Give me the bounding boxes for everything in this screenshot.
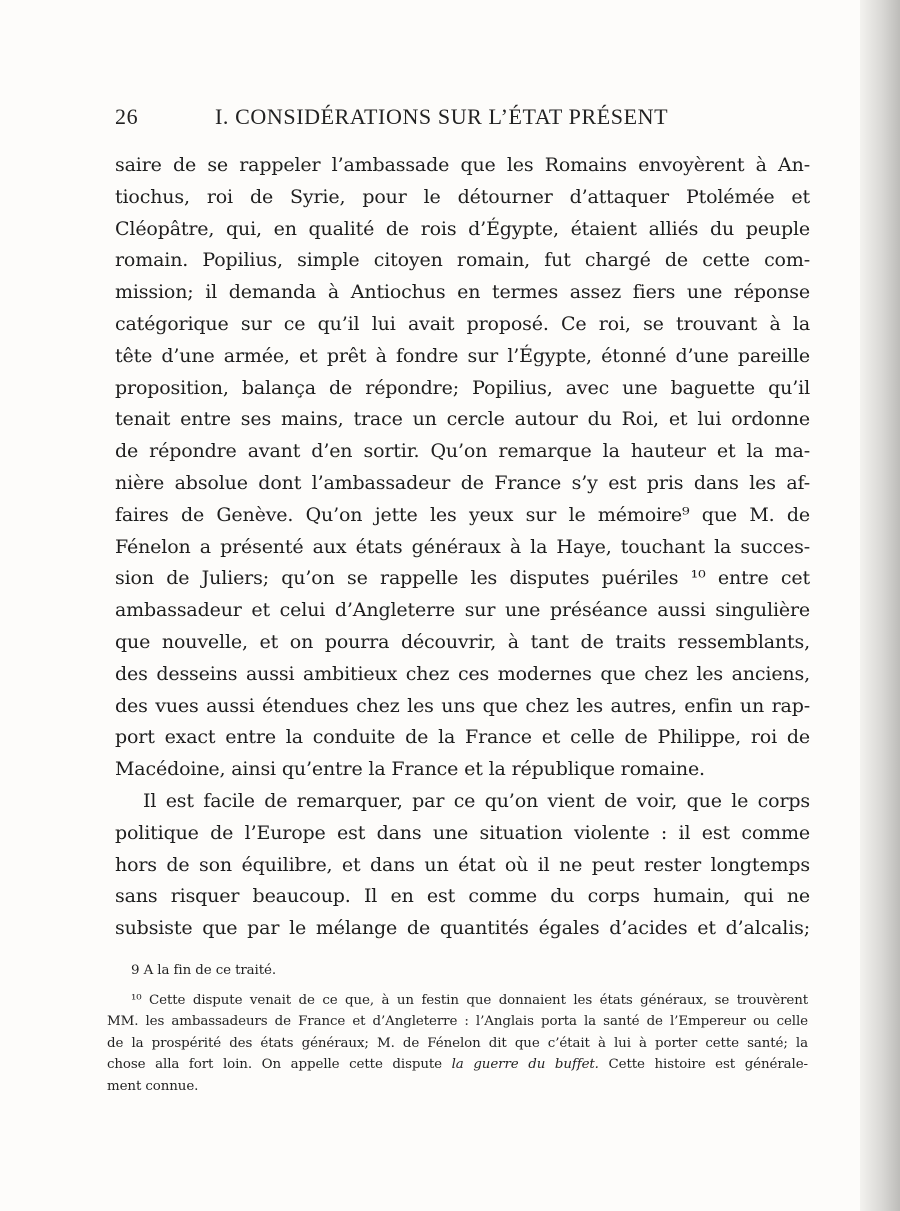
body-line: mission; il demanda à Antiochus en termes assez fiers une réponse [115, 281, 810, 304]
body-line: que nouvelle, et on pourra découvrir, à tant de traits ressemblants, [115, 630, 810, 653]
body-line: faires de Genève. Qu’on jette les yeux sur le mémoire⁹ que M. de [115, 503, 810, 526]
body-line: de répondre avant d’en sortir. Qu’on remarque la hauteur et la ma- [115, 440, 810, 463]
body-line: des vues aussi étendues chez les uns que chez les autres, enfin un rap- [115, 694, 810, 717]
body-line: tête d’une armée, et prêt à fondre sur l’Égypte, étonné d’une pareille [115, 344, 810, 367]
body-line: Fénelon a présenté aux états généraux à la Haye, touchant la succes- [115, 535, 810, 558]
page-number: 26 [115, 104, 139, 129]
body-line: tenait entre ses mains, trace un cercle autour du Roi, et lui ordonne [115, 408, 810, 431]
body-line: port exact entre la conduite de la France et celle de Philippe, roi de [115, 726, 810, 749]
page-edge-shadow [860, 0, 900, 1211]
footnote-10-italic: la guerre du buffet. [451, 1057, 599, 1072]
body-line: Macédoine, ainsi qu’entre la France et la république romaine. [115, 758, 705, 781]
footnotes [107, 960, 808, 1097]
body-line: sans risquer beaucoup. Il en est comme du corps humain, qui ne [115, 885, 810, 908]
body-line: tiochus, roi de Syrie, pour le détourner d’attaquer Ptolémée et [115, 185, 810, 208]
body-line: des desseins aussi ambitieux chez ces modernes que chez les anciens, [115, 662, 810, 685]
footnote-10-line: de la prospérité des états généraux; M. de Fénelon dit que c’était à lui à porter cette santé; la [107, 1035, 808, 1051]
footnote-10-text: chose alla fort loin. On appelle cette dispute [107, 1057, 442, 1072]
body-line: hors de son équilibre, et dans un état où il ne peut rester longtemps [115, 853, 810, 876]
footnote-10-line [107, 1054, 808, 1076]
running-head: I. CONSIDÉRATIONS SUR L’ÉTAT PRÉSENT [215, 104, 669, 129]
body-line: romain. Popilius, simple citoyen romain, fut chargé de cette com- [115, 249, 810, 272]
body-line: Cléopâtre, qui, en qualité de rois d’Égypte, étaient alliés du peuple [115, 217, 810, 240]
body-line: nière absolue dont l’ambassadeur de France s’y est pris dans les af- [115, 471, 810, 494]
body-line: saire de se rappeler l’ambassade que les Romains envoyèrent à An- [115, 154, 810, 176]
body-line: proposition, balança de répondre; Popilius, avec une baguette qu’il [115, 376, 810, 399]
body-text [115, 150, 810, 945]
footnote-10-line: ment connue. [107, 1078, 199, 1094]
body-line: subsiste que par le mélange de quantités égales d’acides et d’alcalis; [115, 917, 810, 940]
body-line: ambassadeur et celui d’Angleterre sur une préséance aussi singulière [115, 599, 810, 622]
paragraph-start-line: Il est facile de remarquer, par ce qu’on vient de voir, que le corps [143, 789, 810, 812]
body-line: sion de Juliers; qu’on se rappelle les disputes puériles ¹⁰ entre cet [115, 567, 810, 590]
body-line: politique de l’Europe est dans une situation violente : il est comme [115, 821, 810, 844]
footnote-10-line: MM. les ambassadeurs de France et d’Angleterre : l’Anglais porta la santé de l’Empereur ou celle [107, 1014, 808, 1029]
footnote-10-text-tail: Cette histoire est générale- [608, 1057, 808, 1072]
footnote-9: 9 A la fin de ce traité. [131, 963, 276, 978]
body-line: catégorique sur ce qu’il lui avait proposé. Ce roi, se trouvant à la [115, 312, 810, 335]
page-header [115, 104, 815, 136]
footnote-10-line: ¹⁰ Cette dispute venait de ce que, à un festin que donnaient les états généraux, se trouvèrent [131, 992, 808, 1008]
